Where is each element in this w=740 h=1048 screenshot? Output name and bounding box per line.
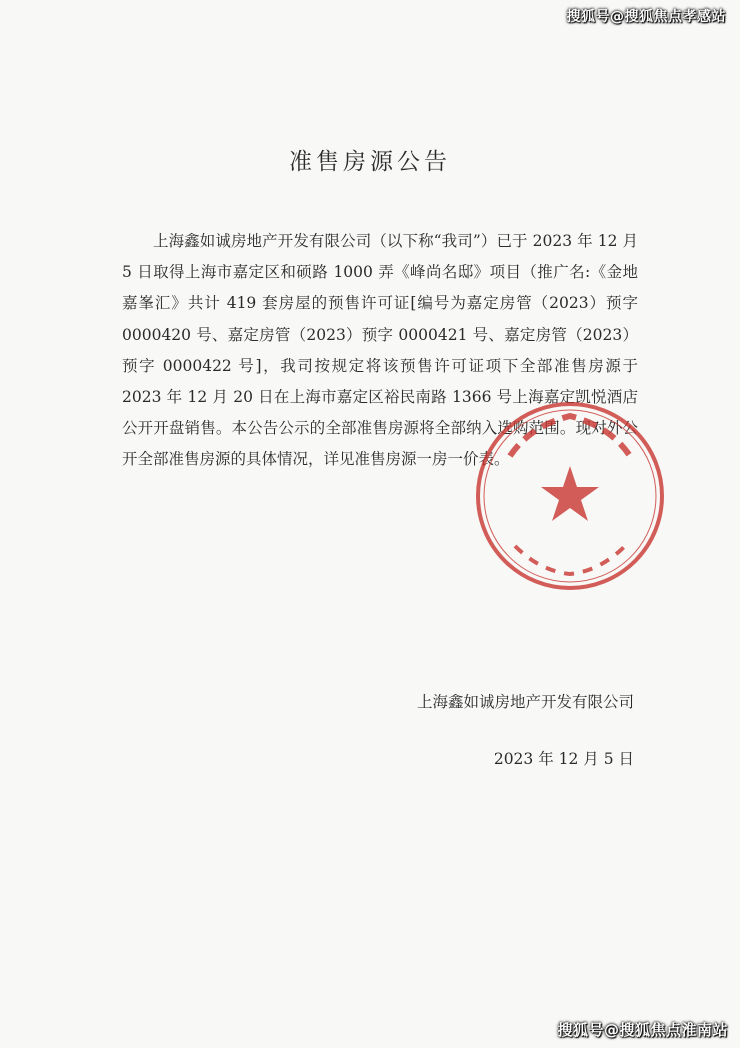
- watermark-top: 搜狐号@搜狐焦点孝感站: [566, 9, 726, 25]
- document-date: 2023 年 12 月 5 日: [493, 750, 634, 768]
- body-paragraph: 上海鑫如诚房地产开发有限公司（以下称“我司”）已于 2023 年 12 月 5 日取得上海市嘉定区和硕路 1000 弄《峰尚名邸》项目（推广名:《金地嘉峯汇》共计 419 套房屋的预售许可证[编号为嘉定房管（2023）预字 0000420 号、嘉定房管（2023）预字 0000421 号、嘉定房管（2023）预字 0000422 号]，我司按规定将该预售许可证项下全部准售房源于 2023 年 12 月 20 日在上海市嘉定区裕民南路 1366 号上海嘉定凯悦酒店公开开盘销售。本公告公示的全部准售房源将全部纳入选购范围。现对外公开全部准售房源的具体情况，详见准售房源一房一价表。: [122, 232, 638, 469]
- company-seal-icon: [470, 396, 670, 596]
- company-signature: 上海鑫如诚房地产开发有限公司: [416, 693, 634, 711]
- page-title: 准售房源公告: [289, 149, 451, 175]
- watermark-bottom: 搜狐号@搜狐焦点淮南站: [557, 1021, 728, 1039]
